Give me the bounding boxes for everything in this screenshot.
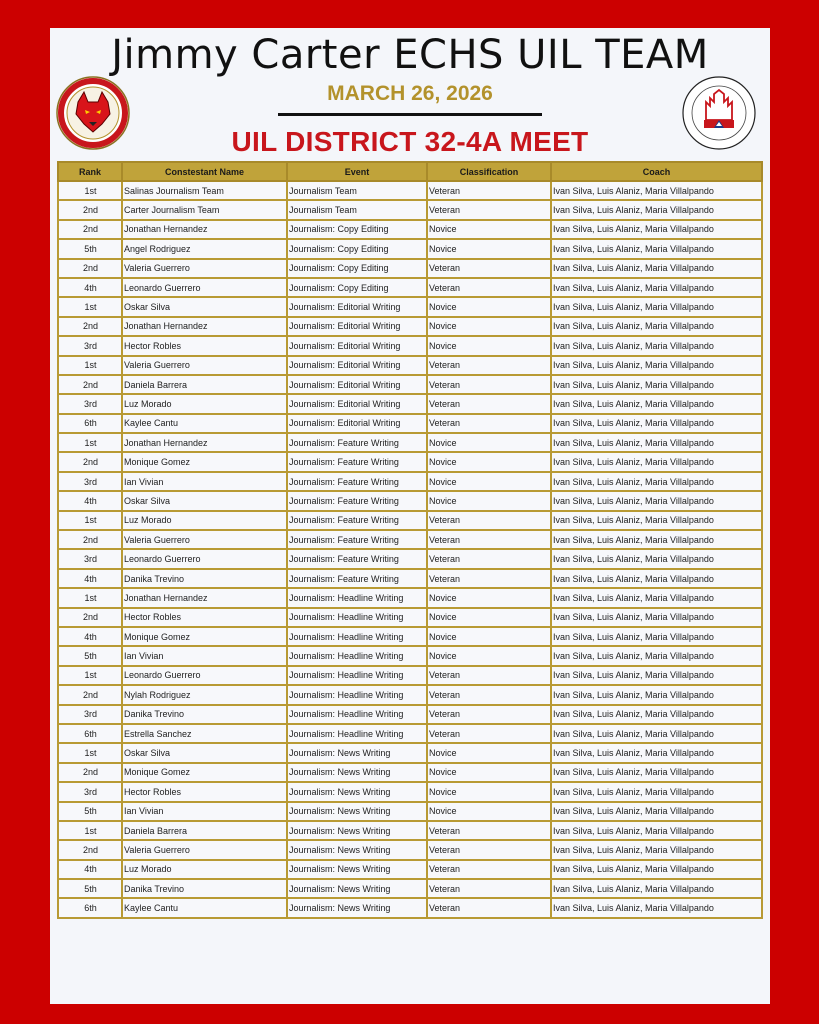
coach-cell: Ivan Silva, Luis Alaniz, Maria Villalpando [551,414,762,433]
coach-cell: Ivan Silva, Luis Alaniz, Maria Villalpando [551,549,762,568]
table-row [58,821,762,840]
event-cell: Journalism: News Writing [287,743,427,762]
contestant-name-cell: Jonathan Hernandez [122,433,287,452]
coach-cell: Ivan Silva, Luis Alaniz, Maria Villalpando [551,821,762,840]
classification-cell: Novice [427,802,551,821]
event-cell: Journalism: News Writing [287,782,427,801]
table-row [58,200,762,219]
rank-cell: 3rd [58,394,122,413]
classification-cell: Veteran [427,840,551,859]
rank-cell: 4th [58,627,122,646]
column-header-name: Constestant Name [122,162,287,181]
classification-cell: Veteran [427,511,551,530]
contestant-name-cell: Hector Robles [122,608,287,627]
contestant-name-cell: Daniela Barrera [122,375,287,394]
contestant-name-cell: Monique Gomez [122,763,287,782]
coach-cell: Ivan Silva, Luis Alaniz, Maria Villalpando [551,259,762,278]
event-cell: Journalism: Headline Writing [287,646,427,665]
coach-cell: Ivan Silva, Luis Alaniz, Maria Villalpando [551,666,762,685]
classification-cell: Veteran [427,569,551,588]
table-row [58,588,762,607]
event-cell: Journalism: News Writing [287,763,427,782]
rank-cell: 2nd [58,840,122,859]
event-cell: Journalism: Editorial Writing [287,375,427,394]
classification-cell: Novice [427,336,551,355]
table-row [58,802,762,821]
rank-cell: 1st [58,181,122,200]
table-body [58,181,762,918]
rank-cell: 1st [58,511,122,530]
table-row [58,181,762,200]
classification-cell: Veteran [427,278,551,297]
rank-cell: 2nd [58,200,122,219]
table-row [58,259,762,278]
coach-cell: Ivan Silva, Luis Alaniz, Maria Villalpando [551,743,762,762]
event-cell: Journalism: Headline Writing [287,627,427,646]
results-table-container [57,161,761,919]
coach-cell: Ivan Silva, Luis Alaniz, Maria Villalpando [551,860,762,879]
contestant-name-cell: Luz Morado [122,860,287,879]
rank-cell: 1st [58,356,122,375]
rank-cell: 2nd [58,763,122,782]
classification-cell: Veteran [427,356,551,375]
classification-cell: Novice [427,220,551,239]
contestant-name-cell: Hector Robles [122,782,287,801]
event-cell: Journalism: Headline Writing [287,666,427,685]
table-row [58,297,762,316]
classification-cell: Veteran [427,549,551,568]
classification-cell: Novice [427,433,551,452]
contestant-name-cell: Danika Trevino [122,879,287,898]
table-row [58,452,762,471]
contestant-name-cell: Ian Vivian [122,646,287,665]
table-row [58,608,762,627]
coach-cell: Ivan Silva, Luis Alaniz, Maria Villalpando [551,297,762,316]
classification-cell: Veteran [427,394,551,413]
rank-cell: 2nd [58,685,122,704]
contestant-name-cell: Jonathan Hernandez [122,317,287,336]
table-row [58,239,762,258]
table-row [58,336,762,355]
coach-cell: Ivan Silva, Luis Alaniz, Maria Villalpando [551,705,762,724]
rank-cell: 3rd [58,336,122,355]
rank-cell: 2nd [58,375,122,394]
rank-cell: 5th [58,239,122,258]
rank-cell: 1st [58,821,122,840]
coach-cell: Ivan Silva, Luis Alaniz, Maria Villalpando [551,646,762,665]
coach-cell: Ivan Silva, Luis Alaniz, Maria Villalpando [551,472,762,491]
event-cell: Journalism: Editorial Writing [287,317,427,336]
contestant-name-cell: Valeria Guerrero [122,530,287,549]
event-cell: Journalism: Editorial Writing [287,394,427,413]
classification-cell: Veteran [427,860,551,879]
coach-cell: Ivan Silva, Luis Alaniz, Maria Villalpando [551,840,762,859]
coach-cell: Ivan Silva, Luis Alaniz, Maria Villalpando [551,220,762,239]
coach-cell: Ivan Silva, Luis Alaniz, Maria Villalpando [551,569,762,588]
contestant-name-cell: Angel Rodriguez [122,239,287,258]
contestant-name-cell: Luz Morado [122,511,287,530]
contestant-name-cell: Leonardo Guerrero [122,549,287,568]
table-row [58,743,762,762]
contestant-name-cell: Carter Journalism Team [122,200,287,219]
event-cell: Journalism: Feature Writing [287,491,427,510]
classification-cell: Veteran [427,879,551,898]
table-header-row [58,162,762,181]
table-row [58,375,762,394]
coach-cell: Ivan Silva, Luis Alaniz, Maria Villalpando [551,802,762,821]
classification-cell: Novice [427,763,551,782]
contestant-name-cell: Monique Gomez [122,627,287,646]
coach-cell: Ivan Silva, Luis Alaniz, Maria Villalpando [551,627,762,646]
contestant-name-cell: Ian Vivian [122,472,287,491]
contestant-name-cell: Salinas Journalism Team [122,181,287,200]
rank-cell: 4th [58,569,122,588]
rank-cell: 4th [58,860,122,879]
classification-cell: Veteran [427,375,551,394]
coach-cell: Ivan Silva, Luis Alaniz, Maria Villalpando [551,200,762,219]
table-row [58,705,762,724]
table-row [58,433,762,452]
contestant-name-cell: Jonathan Hernandez [122,220,287,239]
contestant-name-cell: Jonathan Hernandez [122,588,287,607]
rank-cell: 1st [58,666,122,685]
rank-cell: 4th [58,278,122,297]
classification-cell: Veteran [427,685,551,704]
coach-cell: Ivan Silva, Luis Alaniz, Maria Villalpando [551,782,762,801]
contestant-name-cell: Oskar Silva [122,491,287,510]
classification-cell: Novice [427,782,551,801]
page-title: Jimmy Carter ECHS UIL TEAM [111,32,709,78]
coach-cell: Ivan Silva, Luis Alaniz, Maria Villalpando [551,239,762,258]
event-cell: Journalism: Headline Writing [287,608,427,627]
event-cell: Journalism: Copy Editing [287,278,427,297]
event-cell: Journalism Team [287,200,427,219]
coach-cell: Ivan Silva, Luis Alaniz, Maria Villalpando [551,336,762,355]
table-row [58,763,762,782]
coach-cell: Ivan Silva, Luis Alaniz, Maria Villalpando [551,685,762,704]
rank-cell: 4th [58,491,122,510]
table-row [58,472,762,491]
rank-cell: 3rd [58,782,122,801]
event-cell: Journalism: News Writing [287,821,427,840]
classification-cell: Novice [427,608,551,627]
classification-cell: Novice [427,491,551,510]
table-row [58,685,762,704]
event-cell: Journalism: News Writing [287,898,427,917]
contestant-name-cell: Danika Trevino [122,705,287,724]
contestant-name-cell: Nylah Rodriguez [122,685,287,704]
results-sheet [50,28,770,1004]
event-cell: Journalism: Feature Writing [287,452,427,471]
column-header-event: Event [287,162,427,181]
classification-cell: Novice [427,297,551,316]
classification-cell: Novice [427,646,551,665]
rank-cell: 6th [58,724,122,743]
coach-cell: Ivan Silva, Luis Alaniz, Maria Villalpando [551,317,762,336]
table-row [58,317,762,336]
coach-cell: Ivan Silva, Luis Alaniz, Maria Villalpando [551,588,762,607]
rank-cell: 1st [58,743,122,762]
event-cell: Journalism: Headline Writing [287,685,427,704]
coach-cell: Ivan Silva, Luis Alaniz, Maria Villalpando [551,608,762,627]
coach-cell: Ivan Silva, Luis Alaniz, Maria Villalpando [551,898,762,917]
classification-cell: Novice [427,452,551,471]
contestant-name-cell: Monique Gomez [122,452,287,471]
coach-cell: Ivan Silva, Luis Alaniz, Maria Villalpando [551,375,762,394]
classification-cell: Novice [427,472,551,491]
contestant-name-cell: Valeria Guerrero [122,840,287,859]
title-divider [278,113,542,116]
rank-cell: 3rd [58,549,122,568]
table-row [58,898,762,917]
table-row [58,840,762,859]
classification-cell: Novice [427,239,551,258]
table-row [58,414,762,433]
coach-cell: Ivan Silva, Luis Alaniz, Maria Villalpando [551,452,762,471]
contestant-name-cell: Kaylee Cantu [122,414,287,433]
rank-cell: 3rd [58,705,122,724]
event-cell: Journalism: Copy Editing [287,239,427,258]
rank-cell: 2nd [58,220,122,239]
contestant-name-cell: Leonardo Guerrero [122,278,287,297]
rank-cell: 2nd [58,452,122,471]
meet-date: MARCH 26, 2026 [327,82,493,105]
contestant-name-cell: Hector Robles [122,336,287,355]
classification-cell: Veteran [427,530,551,549]
contestant-name-cell: Danika Trevino [122,569,287,588]
table-row [58,220,762,239]
classification-cell: Veteran [427,666,551,685]
event-cell: Journalism: News Writing [287,802,427,821]
rank-cell: 5th [58,802,122,821]
coach-cell: Ivan Silva, Luis Alaniz, Maria Villalpando [551,394,762,413]
table-row [58,569,762,588]
classification-cell: Veteran [427,705,551,724]
table-row [58,627,762,646]
event-cell: Journalism: Headline Writing [287,705,427,724]
contestant-name-cell: Luz Morado [122,394,287,413]
contestant-name-cell: Estrella Sanchez [122,724,287,743]
meet-subtitle: UIL DISTRICT 32-4A MEET [231,126,589,157]
table-row [58,782,762,801]
rank-cell: 2nd [58,259,122,278]
event-cell: Journalism: Editorial Writing [287,336,427,355]
rank-cell: 2nd [58,317,122,336]
event-cell: Journalism: Feature Writing [287,549,427,568]
contestant-name-cell: Daniela Barrera [122,821,287,840]
event-cell: Journalism: News Writing [287,879,427,898]
classification-cell: Veteran [427,724,551,743]
event-cell: Journalism: Feature Writing [287,472,427,491]
event-cell: Journalism: Headline Writing [287,588,427,607]
event-cell: Journalism: Editorial Writing [287,356,427,375]
classification-cell: Novice [427,627,551,646]
rank-cell: 6th [58,414,122,433]
contestant-name-cell: Valeria Guerrero [122,259,287,278]
rank-cell: 1st [58,433,122,452]
table-row [58,491,762,510]
rank-cell: 5th [58,879,122,898]
event-cell: Journalism: Feature Writing [287,433,427,452]
table-row [58,511,762,530]
event-cell: Journalism Team [287,181,427,200]
contestant-name-cell: Oskar Silva [122,297,287,316]
coach-cell: Ivan Silva, Luis Alaniz, Maria Villalpando [551,356,762,375]
rank-cell: 2nd [58,530,122,549]
contestant-name-cell: Leonardo Guerrero [122,666,287,685]
classification-cell: Veteran [427,821,551,840]
classification-cell: Veteran [427,200,551,219]
classification-cell: Veteran [427,414,551,433]
coach-cell: Ivan Silva, Luis Alaniz, Maria Villalpando [551,278,762,297]
column-header-coach: Coach [551,162,762,181]
event-cell: Journalism: Editorial Writing [287,414,427,433]
event-cell: Journalism: Feature Writing [287,511,427,530]
la-joya-isd-logo [682,76,756,150]
event-cell: Journalism: News Writing [287,840,427,859]
event-cell: Journalism: Copy Editing [287,220,427,239]
rank-cell: 2nd [58,608,122,627]
contestant-name-cell: Valeria Guerrero [122,356,287,375]
classification-cell: Veteran [427,259,551,278]
rank-cell: 1st [58,297,122,316]
event-cell: Journalism: Editorial Writing [287,297,427,316]
classification-cell: Veteran [427,898,551,917]
table-row [58,394,762,413]
table-row [58,646,762,665]
table-row [58,549,762,568]
table-row [58,356,762,375]
coach-cell: Ivan Silva, Luis Alaniz, Maria Villalpando [551,724,762,743]
rank-cell: 3rd [58,472,122,491]
coach-cell: Ivan Silva, Luis Alaniz, Maria Villalpando [551,763,762,782]
table-row [58,666,762,685]
classification-cell: Novice [427,317,551,336]
table-row [58,879,762,898]
rank-cell: 5th [58,646,122,665]
table-row [58,724,762,743]
event-cell: Journalism: Headline Writing [287,724,427,743]
event-cell: Journalism: Copy Editing [287,259,427,278]
coach-cell: Ivan Silva, Luis Alaniz, Maria Villalpando [551,491,762,510]
coach-cell: Ivan Silva, Luis Alaniz, Maria Villalpando [551,511,762,530]
wolf-mascot-logo [56,76,130,150]
coach-cell: Ivan Silva, Luis Alaniz, Maria Villalpando [551,181,762,200]
contestant-name-cell: Oskar Silva [122,743,287,762]
column-header-rank: Rank [58,162,122,181]
contestant-name-cell: Ian Vivian [122,802,287,821]
event-cell: Journalism: Feature Writing [287,569,427,588]
coach-cell: Ivan Silva, Luis Alaniz, Maria Villalpando [551,433,762,452]
event-cell: Journalism: News Writing [287,860,427,879]
rank-cell: 1st [58,588,122,607]
table-row [58,278,762,297]
classification-cell: Novice [427,588,551,607]
results-table [57,161,763,919]
classification-cell: Veteran [427,181,551,200]
table-row [58,530,762,549]
contestant-name-cell: Kaylee Cantu [122,898,287,917]
event-cell: Journalism: Feature Writing [287,530,427,549]
classification-cell: Novice [427,743,551,762]
rank-cell: 6th [58,898,122,917]
table-row [58,860,762,879]
coach-cell: Ivan Silva, Luis Alaniz, Maria Villalpando [551,879,762,898]
coach-cell: Ivan Silva, Luis Alaniz, Maria Villalpando [551,530,762,549]
column-header-classification: Classification [427,162,551,181]
